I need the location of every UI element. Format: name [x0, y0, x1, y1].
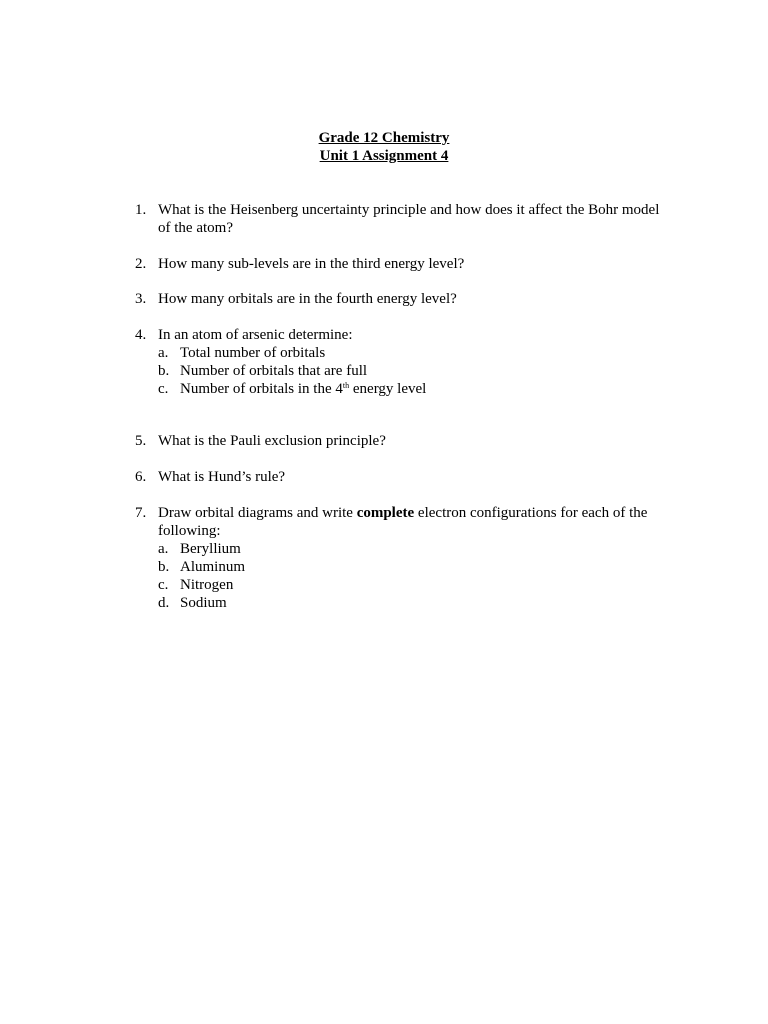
part-letter: a.	[158, 541, 169, 557]
part-text: Nitrogen	[180, 577, 234, 593]
question-number: 3.	[135, 291, 147, 307]
question-number: 6.	[135, 469, 147, 485]
question-part	[158, 380, 665, 398]
document-subtitle: Unit 1 Assignment 4	[319, 148, 449, 164]
question-number: 4.	[135, 327, 147, 343]
document-title: Grade 12 Chemistry	[318, 130, 450, 146]
question-part	[158, 540, 665, 558]
question-part	[158, 576, 665, 594]
question-number: 7.	[135, 505, 147, 521]
part-text: Sodium	[180, 595, 227, 611]
ordinal-superscript: th	[342, 381, 350, 390]
part-letter: c.	[158, 577, 169, 593]
part-text-before: Number of orbitals in the 4	[180, 381, 343, 397]
part-text	[180, 380, 665, 398]
question-4	[135, 326, 665, 398]
question-text: What is the Heisenberg uncertainty principle and how does it affect the Bohr model of the atom?	[158, 202, 660, 236]
question-number: 1.	[135, 202, 147, 218]
part-letter: b.	[158, 363, 170, 379]
question-5	[135, 432, 665, 450]
question-text: What is the Pauli exclusion principle?	[158, 433, 386, 449]
question-6	[135, 468, 665, 486]
part-letter: a.	[158, 345, 169, 361]
question-3	[135, 290, 665, 308]
question-text-before: Draw orbital diagrams and write	[158, 505, 357, 521]
question-part	[158, 594, 665, 612]
question-number: 2.	[135, 256, 147, 272]
question-1	[135, 201, 665, 237]
question-text	[158, 504, 665, 540]
question-number: 5.	[135, 433, 147, 449]
part-text: Total number of orbitals	[180, 345, 326, 361]
question-text: What is Hund’s rule?	[158, 469, 286, 485]
part-text-after: energy level	[349, 381, 427, 397]
question-part	[158, 344, 665, 362]
question-text: How many orbitals are in the fourth energy level?	[158, 291, 457, 307]
emphasis-complete: complete	[356, 505, 415, 521]
part-letter: d.	[158, 595, 170, 611]
part-letter: b.	[158, 559, 170, 575]
question-text-after: electron configurations for each of the following:	[158, 505, 648, 539]
question-2	[135, 255, 665, 273]
question-part	[158, 558, 665, 576]
question-7	[135, 504, 665, 612]
part-text: Aluminum	[180, 559, 246, 575]
part-text: Number of orbitals that are full	[180, 363, 368, 379]
part-letter: c.	[158, 381, 169, 397]
question-text: In an atom of arsenic determine:	[158, 327, 353, 343]
question-part	[158, 362, 665, 380]
question-text: How many sub-levels are in the third energy level?	[158, 256, 465, 272]
part-text: Beryllium	[180, 541, 241, 557]
